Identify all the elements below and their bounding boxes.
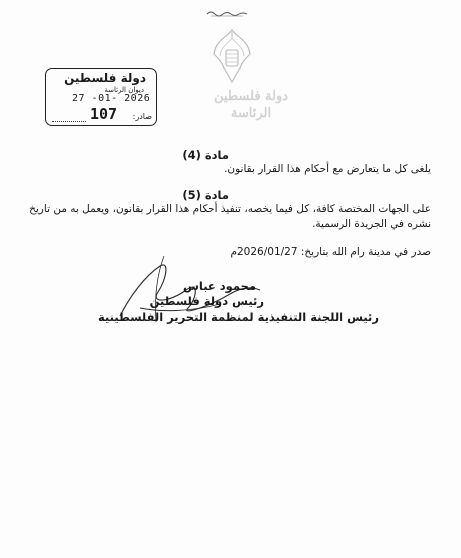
stamp-subtitle: ديوان الرئاسة — [104, 86, 144, 94]
article-5-heading: مادة (5) — [182, 188, 229, 202]
faded-letterhead — [206, 88, 296, 122]
stamp-issued-label: صادر: — [132, 112, 152, 121]
registry-stamp — [45, 68, 157, 126]
article-4-heading: مادة (4) — [182, 148, 229, 162]
palestine-eagle-emblem-icon — [212, 28, 252, 84]
issued-date-line: صدر في مدينة رام الله بتاريخ: 2026/01/27م — [230, 246, 431, 258]
stamp-number: 107 — [90, 105, 118, 123]
stamp-title: دولة فلسطين — [64, 71, 146, 85]
signatory-role-plo-chairman: رئيس اللجنة التنفيذية لمنظمة التحرير الفلسطينية — [97, 310, 379, 324]
basmala-calligraphy — [205, 8, 249, 18]
article-4-text: يلغى كل ما يتعارض مع أحكام هذا القرار بقانون. — [224, 163, 431, 175]
article-5-text: على الجهات المختصة كافة، كل فيما يخصه، تنفيذ أحكام هذا القرار بقانون، ويعمل به من تاريخ نشره في الجريدة الرسمية. — [29, 203, 431, 230]
faded-letterhead-line2: الرئاسة — [230, 106, 272, 121]
faded-letterhead-line1: دولة فلسطين — [213, 89, 289, 104]
stamp-dotted-line — [52, 121, 86, 122]
signatory-name: محمود عباس — [183, 279, 256, 293]
stamp-date: 27 -01- 2026 — [72, 93, 151, 104]
signatory-role-president: رئيس دولة فلسطين — [149, 294, 264, 308]
